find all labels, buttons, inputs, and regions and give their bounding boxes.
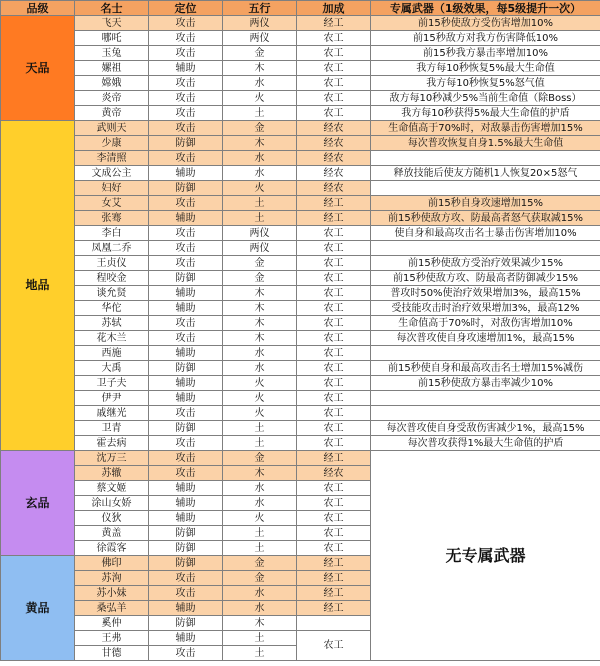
grade-cell: 黄品	[1, 556, 75, 661]
table-row	[1, 421, 600, 436]
no-weapon-label: 无专属武器	[371, 451, 600, 661]
hero-role: 攻击	[149, 331, 223, 346]
table-row	[1, 226, 600, 241]
hero-bonus: 农工	[297, 271, 371, 286]
hero-element: 土	[223, 541, 297, 556]
weapon-effect: 受技能攻击时治疗效果增加3%，最高12%	[371, 301, 600, 316]
hero-name: 飞天	[75, 16, 149, 31]
hero-element: 金	[223, 271, 297, 286]
hero-role: 攻击	[149, 31, 223, 46]
table-row	[1, 256, 600, 271]
hero-bonus: 经农	[297, 136, 371, 151]
table-row	[1, 211, 600, 226]
hero-name: 桑弘羊	[75, 601, 149, 616]
table-row	[1, 31, 600, 46]
weapon-effect: 前15秒使敌方受治疗效果减少15%	[371, 256, 600, 271]
hero-bonus: 农工	[297, 361, 371, 376]
hero-bonus: 经工	[297, 451, 371, 466]
hero-role: 防御	[149, 361, 223, 376]
hero-element: 水	[223, 151, 297, 166]
hero-name: 蔡文姬	[75, 481, 149, 496]
hero-bonus: 农工	[297, 241, 371, 256]
hero-name: 甘德	[75, 646, 149, 661]
hero-element: 木	[223, 331, 297, 346]
hero-role: 攻击	[149, 76, 223, 91]
hero-name: 戚继光	[75, 406, 149, 421]
hero-role: 辅助	[149, 511, 223, 526]
hero-name: 黄帝	[75, 106, 149, 121]
hero-bonus: 农工	[297, 91, 371, 106]
hero-role: 攻击	[149, 586, 223, 601]
header-element: 五行	[223, 1, 297, 16]
hero-name: 涂山女娇	[75, 496, 149, 511]
hero-name: 西施	[75, 346, 149, 361]
hero-bonus: 农工	[297, 316, 371, 331]
hero-bonus: 农工	[297, 46, 371, 61]
hero-name: 炎帝	[75, 91, 149, 106]
table-row	[1, 316, 600, 331]
weapon-effect: 普攻时50%使治疗效果增加3%，最高15%	[371, 286, 600, 301]
hero-name: 霍去病	[75, 436, 149, 451]
hero-element: 水	[223, 586, 297, 601]
weapon-effect: 前15秒自身攻速增加15%	[371, 196, 600, 211]
weapon-effect: 生命值高于70%时，对敌暴击伤害增加15%	[371, 121, 600, 136]
hero-element: 土	[223, 436, 297, 451]
hero-bonus: 经工	[297, 586, 371, 601]
hero-element: 木	[223, 286, 297, 301]
hero-element: 土	[223, 196, 297, 211]
hero-bonus: 农工	[297, 481, 371, 496]
table-row	[1, 301, 600, 316]
hero-role: 攻击	[149, 436, 223, 451]
weapon-effect: 使自身和最高攻击名士暴击伤害增加10%	[371, 226, 600, 241]
hero-bonus: 农工	[297, 286, 371, 301]
weapon-effect: 每次普攻使自身攻速增加1%，最高15%	[371, 331, 600, 346]
weapon-effect: 前15秒使自身和最高攻击名士增加15%减伤	[371, 361, 600, 376]
hero-role: 攻击	[149, 241, 223, 256]
table-row	[1, 451, 600, 466]
table-row	[1, 241, 600, 256]
weapon-effect: 每次普攻使自身受敌伤害减少1%，最高15%	[371, 421, 600, 436]
weapon-effect: 前15秒敌方对我方伤害降低10%	[371, 31, 600, 46]
hero-bonus: 农工	[297, 61, 371, 76]
hero-name: 大禹	[75, 361, 149, 376]
header-weapon: 专属武器（1级效果，每5级提升一次）	[371, 1, 600, 16]
hero-element: 两仪	[223, 31, 297, 46]
hero-role: 攻击	[149, 406, 223, 421]
hero-bonus: 经农	[297, 181, 371, 196]
hero-bonus: 经工	[297, 571, 371, 586]
hero-role: 防御	[149, 616, 223, 631]
weapon-effect: 前15秒使敌方受伤害增加10%	[371, 16, 600, 31]
hero-bonus: 经工	[297, 556, 371, 571]
hero-role: 防御	[149, 541, 223, 556]
hero-bonus: 农工	[297, 511, 371, 526]
hero-name: 武则天	[75, 121, 149, 136]
hero-element: 木	[223, 316, 297, 331]
hero-name: 伊尹	[75, 391, 149, 406]
hero-name: 程咬金	[75, 271, 149, 286]
table-row	[1, 286, 600, 301]
hero-element: 土	[223, 421, 297, 436]
hero-role: 攻击	[149, 316, 223, 331]
hero-role: 攻击	[149, 451, 223, 466]
hero-name: 李白	[75, 226, 149, 241]
hero-element: 水	[223, 481, 297, 496]
hero-role: 攻击	[149, 16, 223, 31]
table-row	[1, 106, 600, 121]
hero-name: 沈万三	[75, 451, 149, 466]
hero-element: 木	[223, 61, 297, 76]
hero-bonus: 农工	[297, 226, 371, 241]
hero-role: 防御	[149, 271, 223, 286]
hero-element: 火	[223, 181, 297, 196]
hero-name: 苏洵	[75, 571, 149, 586]
hero-role: 辅助	[149, 391, 223, 406]
hero-name: 苏小妹	[75, 586, 149, 601]
table-row	[1, 346, 600, 361]
table-row	[1, 376, 600, 391]
hero-role: 辅助	[149, 376, 223, 391]
hero-element: 火	[223, 376, 297, 391]
hero-name: 李清照	[75, 151, 149, 166]
hero-element: 木	[223, 616, 297, 631]
header-bonus: 加成	[297, 1, 371, 16]
weapon-empty	[371, 181, 600, 196]
hero-name: 花木兰	[75, 331, 149, 346]
table-row	[1, 136, 600, 151]
hero-role: 防御	[149, 181, 223, 196]
hero-role: 攻击	[149, 121, 223, 136]
table-row	[1, 196, 600, 211]
hero-name: 玉兔	[75, 46, 149, 61]
grade-cell: 玄品	[1, 451, 75, 556]
hero-role: 攻击	[149, 91, 223, 106]
hero-element: 水	[223, 601, 297, 616]
hero-name: 苏辙	[75, 466, 149, 481]
hero-bonus: 经农	[297, 151, 371, 166]
hero-bonus: 农工	[297, 31, 371, 46]
hero-role: 防御	[149, 556, 223, 571]
table-row	[1, 436, 600, 451]
hero-element: 两仪	[223, 226, 297, 241]
hero-name: 女艾	[75, 196, 149, 211]
hero-bonus: 经农	[297, 166, 371, 181]
header-grade: 品级	[1, 1, 75, 16]
hero-element: 火	[223, 391, 297, 406]
hero-element: 水	[223, 361, 297, 376]
hero-role: 辅助	[149, 301, 223, 316]
hero-bonus: 农工	[297, 331, 371, 346]
weapon-effect: 每次普攻获得1%最大生命值的护盾	[371, 436, 600, 451]
hero-name: 王弗	[75, 631, 149, 646]
weapon-empty	[371, 406, 600, 421]
hero-element: 金	[223, 46, 297, 61]
table-row	[1, 16, 600, 31]
hero-role: 防御	[149, 136, 223, 151]
hero-bonus: 农工	[297, 526, 371, 541]
hero-element: 水	[223, 76, 297, 91]
hero-role: 攻击	[149, 646, 223, 661]
hero-element: 水	[223, 346, 297, 361]
hero-role: 辅助	[149, 496, 223, 511]
weapon-empty	[371, 151, 600, 166]
weapon-empty	[371, 241, 600, 256]
table-row	[1, 181, 600, 196]
table-row	[1, 46, 600, 61]
header-name: 名士	[75, 1, 149, 16]
table-body	[1, 16, 600, 661]
hero-element: 火	[223, 406, 297, 421]
hero-role: 攻击	[149, 106, 223, 121]
hero-bonus: 农工	[297, 391, 371, 406]
hero-element: 土	[223, 526, 297, 541]
weapon-effect: 生命值高于70%时，对敌伤害增加10%	[371, 316, 600, 331]
table-row	[1, 151, 600, 166]
hero-name: 文成公主	[75, 166, 149, 181]
hero-name: 佛印	[75, 556, 149, 571]
table-row	[1, 271, 600, 286]
hero-element: 水	[223, 166, 297, 181]
table-row	[1, 361, 600, 376]
hero-element: 土	[223, 211, 297, 226]
hero-bonus: 农工	[297, 346, 371, 361]
table-row	[1, 61, 600, 76]
hero-bonus: 农工	[297, 541, 371, 556]
hero-name: 仪狄	[75, 511, 149, 526]
hero-element: 火	[223, 511, 297, 526]
hero-bonus: 农工	[297, 76, 371, 91]
hero-element: 金	[223, 256, 297, 271]
hero-role: 攻击	[149, 571, 223, 586]
table-row	[1, 121, 600, 136]
hero-role: 攻击	[149, 256, 223, 271]
hero-role: 辅助	[149, 601, 223, 616]
hero-name: 嫘祖	[75, 61, 149, 76]
table-row	[1, 91, 600, 106]
grade-cell: 地品	[1, 121, 75, 451]
weapon-effect: 前15秒使敌方攻、防最高者防御减少15%	[371, 271, 600, 286]
hero-name: 哪吒	[75, 31, 149, 46]
hero-name: 少康	[75, 136, 149, 151]
hero-role: 防御	[149, 526, 223, 541]
hero-element: 两仪	[223, 241, 297, 256]
hero-name: 苏轼	[75, 316, 149, 331]
hero-role: 攻击	[149, 226, 223, 241]
hero-name: 华佗	[75, 301, 149, 316]
weapon-effect: 前15秒使敌方攻、防最高者怒气获取减15%	[371, 211, 600, 226]
weapon-effect: 我方每10秒恢复5%最大生命值	[371, 61, 600, 76]
hero-bonus: 经工	[297, 16, 371, 31]
hero-name: 王贞仪	[75, 256, 149, 271]
hero-name: 徐霞客	[75, 541, 149, 556]
hero-name: 奚仲	[75, 616, 149, 631]
hero-name: 谈允贤	[75, 286, 149, 301]
hero-element: 木	[223, 466, 297, 481]
table-row	[1, 166, 600, 181]
hero-name: 张骞	[75, 211, 149, 226]
hero-role: 辅助	[149, 346, 223, 361]
hero-element: 水	[223, 496, 297, 511]
hero-element: 土	[223, 106, 297, 121]
hero-bonus: 经工	[297, 211, 371, 226]
weapon-empty	[371, 391, 600, 406]
hero-element: 金	[223, 571, 297, 586]
weapon-effect: 每次普攻恢复自身1.5%最大生命值	[371, 136, 600, 151]
hero-name: 卫子夫	[75, 376, 149, 391]
hero-role: 辅助	[149, 286, 223, 301]
hero-name: 凤凰二乔	[75, 241, 149, 256]
weapon-effect: 我方每10秒获得5%最大生命值的护盾	[371, 106, 600, 121]
hero-element: 木	[223, 301, 297, 316]
hero-name: 黄盖	[75, 526, 149, 541]
hero-bonus	[297, 616, 371, 631]
weapon-effect: 我方每10秒恢复5%怒气值	[371, 76, 600, 91]
hero-role: 攻击	[149, 196, 223, 211]
hero-element: 金	[223, 451, 297, 466]
weapon-effect: 前15秒使敌方暴击率减少10%	[371, 376, 600, 391]
hero-bonus: 农工	[297, 631, 371, 661]
table-row	[1, 406, 600, 421]
hero-element: 土	[223, 646, 297, 661]
table-row	[1, 391, 600, 406]
hero-bonus: 农工	[297, 106, 371, 121]
table-row	[1, 331, 600, 346]
header-row	[1, 1, 600, 16]
grade-cell: 天品	[1, 16, 75, 121]
hero-bonus: 农工	[297, 301, 371, 316]
hero-element: 两仪	[223, 16, 297, 31]
hero-role: 辅助	[149, 481, 223, 496]
hero-role: 辅助	[149, 166, 223, 181]
weapon-effect: 敌方每10秒减少5%当前生命值（除Boss）	[371, 91, 600, 106]
hero-role: 辅助	[149, 61, 223, 76]
hero-bonus: 经农	[297, 121, 371, 136]
table-row	[1, 76, 600, 91]
hero-bonus: 农工	[297, 406, 371, 421]
hero-role: 防御	[149, 421, 223, 436]
hero-role: 辅助	[149, 631, 223, 646]
hero-name: 妇好	[75, 181, 149, 196]
hero-name: 卫青	[75, 421, 149, 436]
hero-bonus: 农工	[297, 421, 371, 436]
hero-bonus: 经工	[297, 601, 371, 616]
hero-role: 攻击	[149, 151, 223, 166]
hero-role: 辅助	[149, 211, 223, 226]
hero-element: 金	[223, 121, 297, 136]
hero-bonus: 农工	[297, 496, 371, 511]
hero-bonus: 经工	[297, 196, 371, 211]
hero-bonus: 农工	[297, 376, 371, 391]
hero-role: 攻击	[149, 46, 223, 61]
hero-role: 攻击	[149, 466, 223, 481]
hero-name: 嫦娥	[75, 76, 149, 91]
header-role: 定位	[149, 1, 223, 16]
hero-element: 火	[223, 91, 297, 106]
weapon-empty	[371, 346, 600, 361]
weapon-effect: 前15秒我方暴击率增加10%	[371, 46, 600, 61]
hero-bonus: 农工	[297, 256, 371, 271]
hero-bonus: 农工	[297, 436, 371, 451]
hero-element: 土	[223, 631, 297, 646]
hero-bonus: 经农	[297, 466, 371, 481]
hero-element: 木	[223, 136, 297, 151]
hero-element: 金	[223, 556, 297, 571]
weapon-effect: 释放技能后使友方随机1人恢复20×5怒气	[371, 166, 600, 181]
